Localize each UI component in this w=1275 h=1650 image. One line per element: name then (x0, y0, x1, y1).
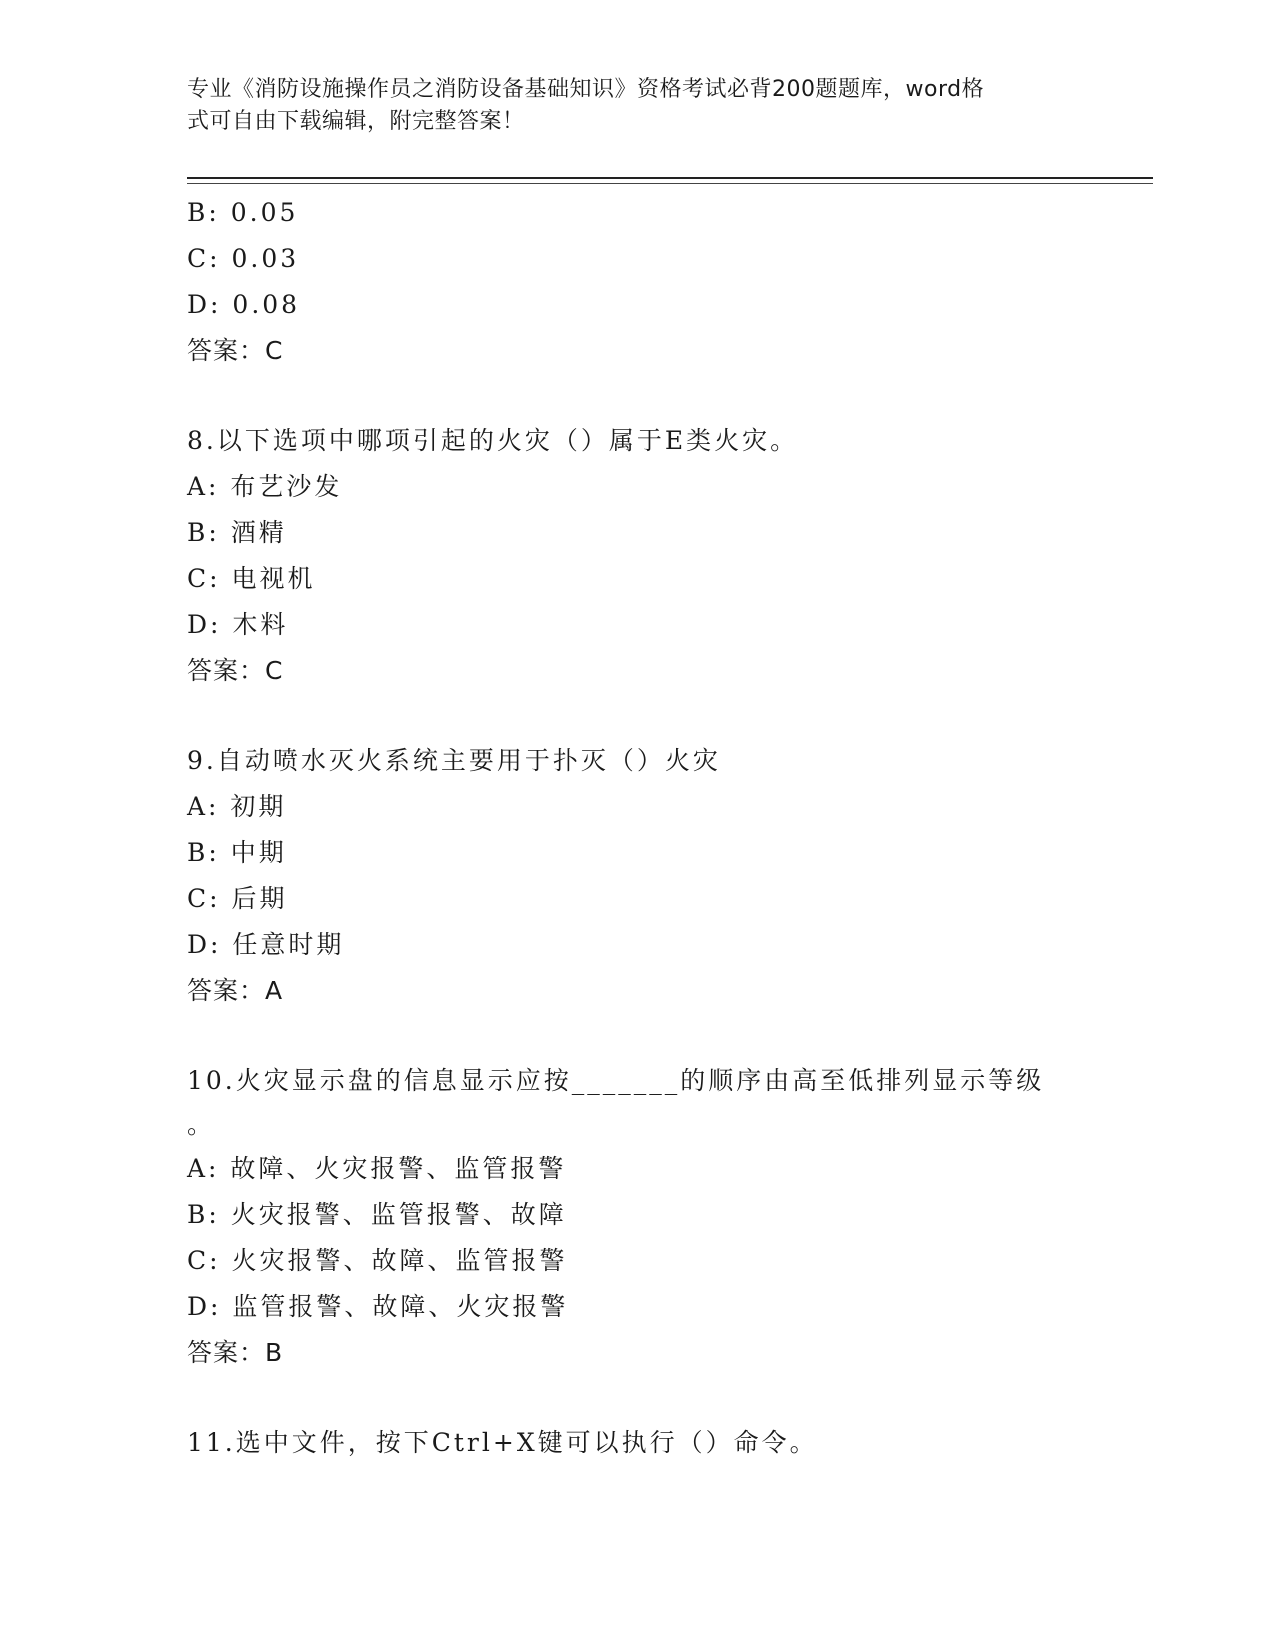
header-line-2: 式可自由下载编辑，附完整答案！ (187, 109, 525, 134)
question-9 (187, 738, 1087, 1014)
question-11 (187, 1420, 1087, 1466)
option-d: D: 0.08 (187, 290, 301, 319)
answer: 答案：C (187, 336, 284, 365)
option-d: D: 监管报警、故障、火灾报警 (187, 1292, 569, 1321)
answer: 答案：A (187, 976, 284, 1005)
option-c: C: 0.03 (187, 244, 300, 273)
question-text: 11.选中文件，按下Ctrl+X键可以执行（）命令。 (187, 1428, 818, 1457)
option-c: C: 后期 (187, 884, 288, 913)
option-a: A: 初期 (187, 792, 287, 821)
question-7-tail (187, 190, 1087, 374)
option-b: B: 0.05 (187, 198, 299, 227)
question-text-line-2: 。 (187, 1110, 216, 1139)
question-text: 9.自动喷水灭火系统主要用于扑灭（）火灾 (187, 746, 721, 775)
question-list (187, 190, 1087, 1466)
question-10 (187, 1058, 1087, 1376)
option-a: A: 故障、火灾报警、监管报警 (187, 1154, 567, 1183)
question-text-line-1: 10.火灾显示盘的信息显示应按_______的顺序由高至低排列显示等级 (187, 1066, 1045, 1095)
question-text: 8.以下选项中哪项引起的火灾（）属于E类火灾。 (187, 426, 799, 455)
header-divider-thick (187, 177, 1153, 179)
option-d: D: 木料 (187, 610, 289, 639)
header-line-1: 专业《消防设施操作员之消防设备基础知识》资格考试必背200题题库，word格 (187, 77, 985, 102)
answer: 答案：C (187, 656, 284, 685)
document-header (187, 74, 1067, 138)
option-d: D: 任意时期 (187, 930, 345, 959)
option-b: B: 中期 (187, 838, 287, 867)
option-c: C: 火灾报警、故障、监管报警 (187, 1246, 568, 1275)
option-b: B: 酒精 (187, 518, 287, 547)
header-divider-thin (187, 183, 1153, 184)
option-b: B: 火灾报警、监管报警、故障 (187, 1200, 567, 1229)
question-8 (187, 418, 1087, 694)
answer: 答案：B (187, 1338, 284, 1367)
option-c: C: 电视机 (187, 564, 316, 593)
option-a: A: 布艺沙发 (187, 472, 343, 501)
